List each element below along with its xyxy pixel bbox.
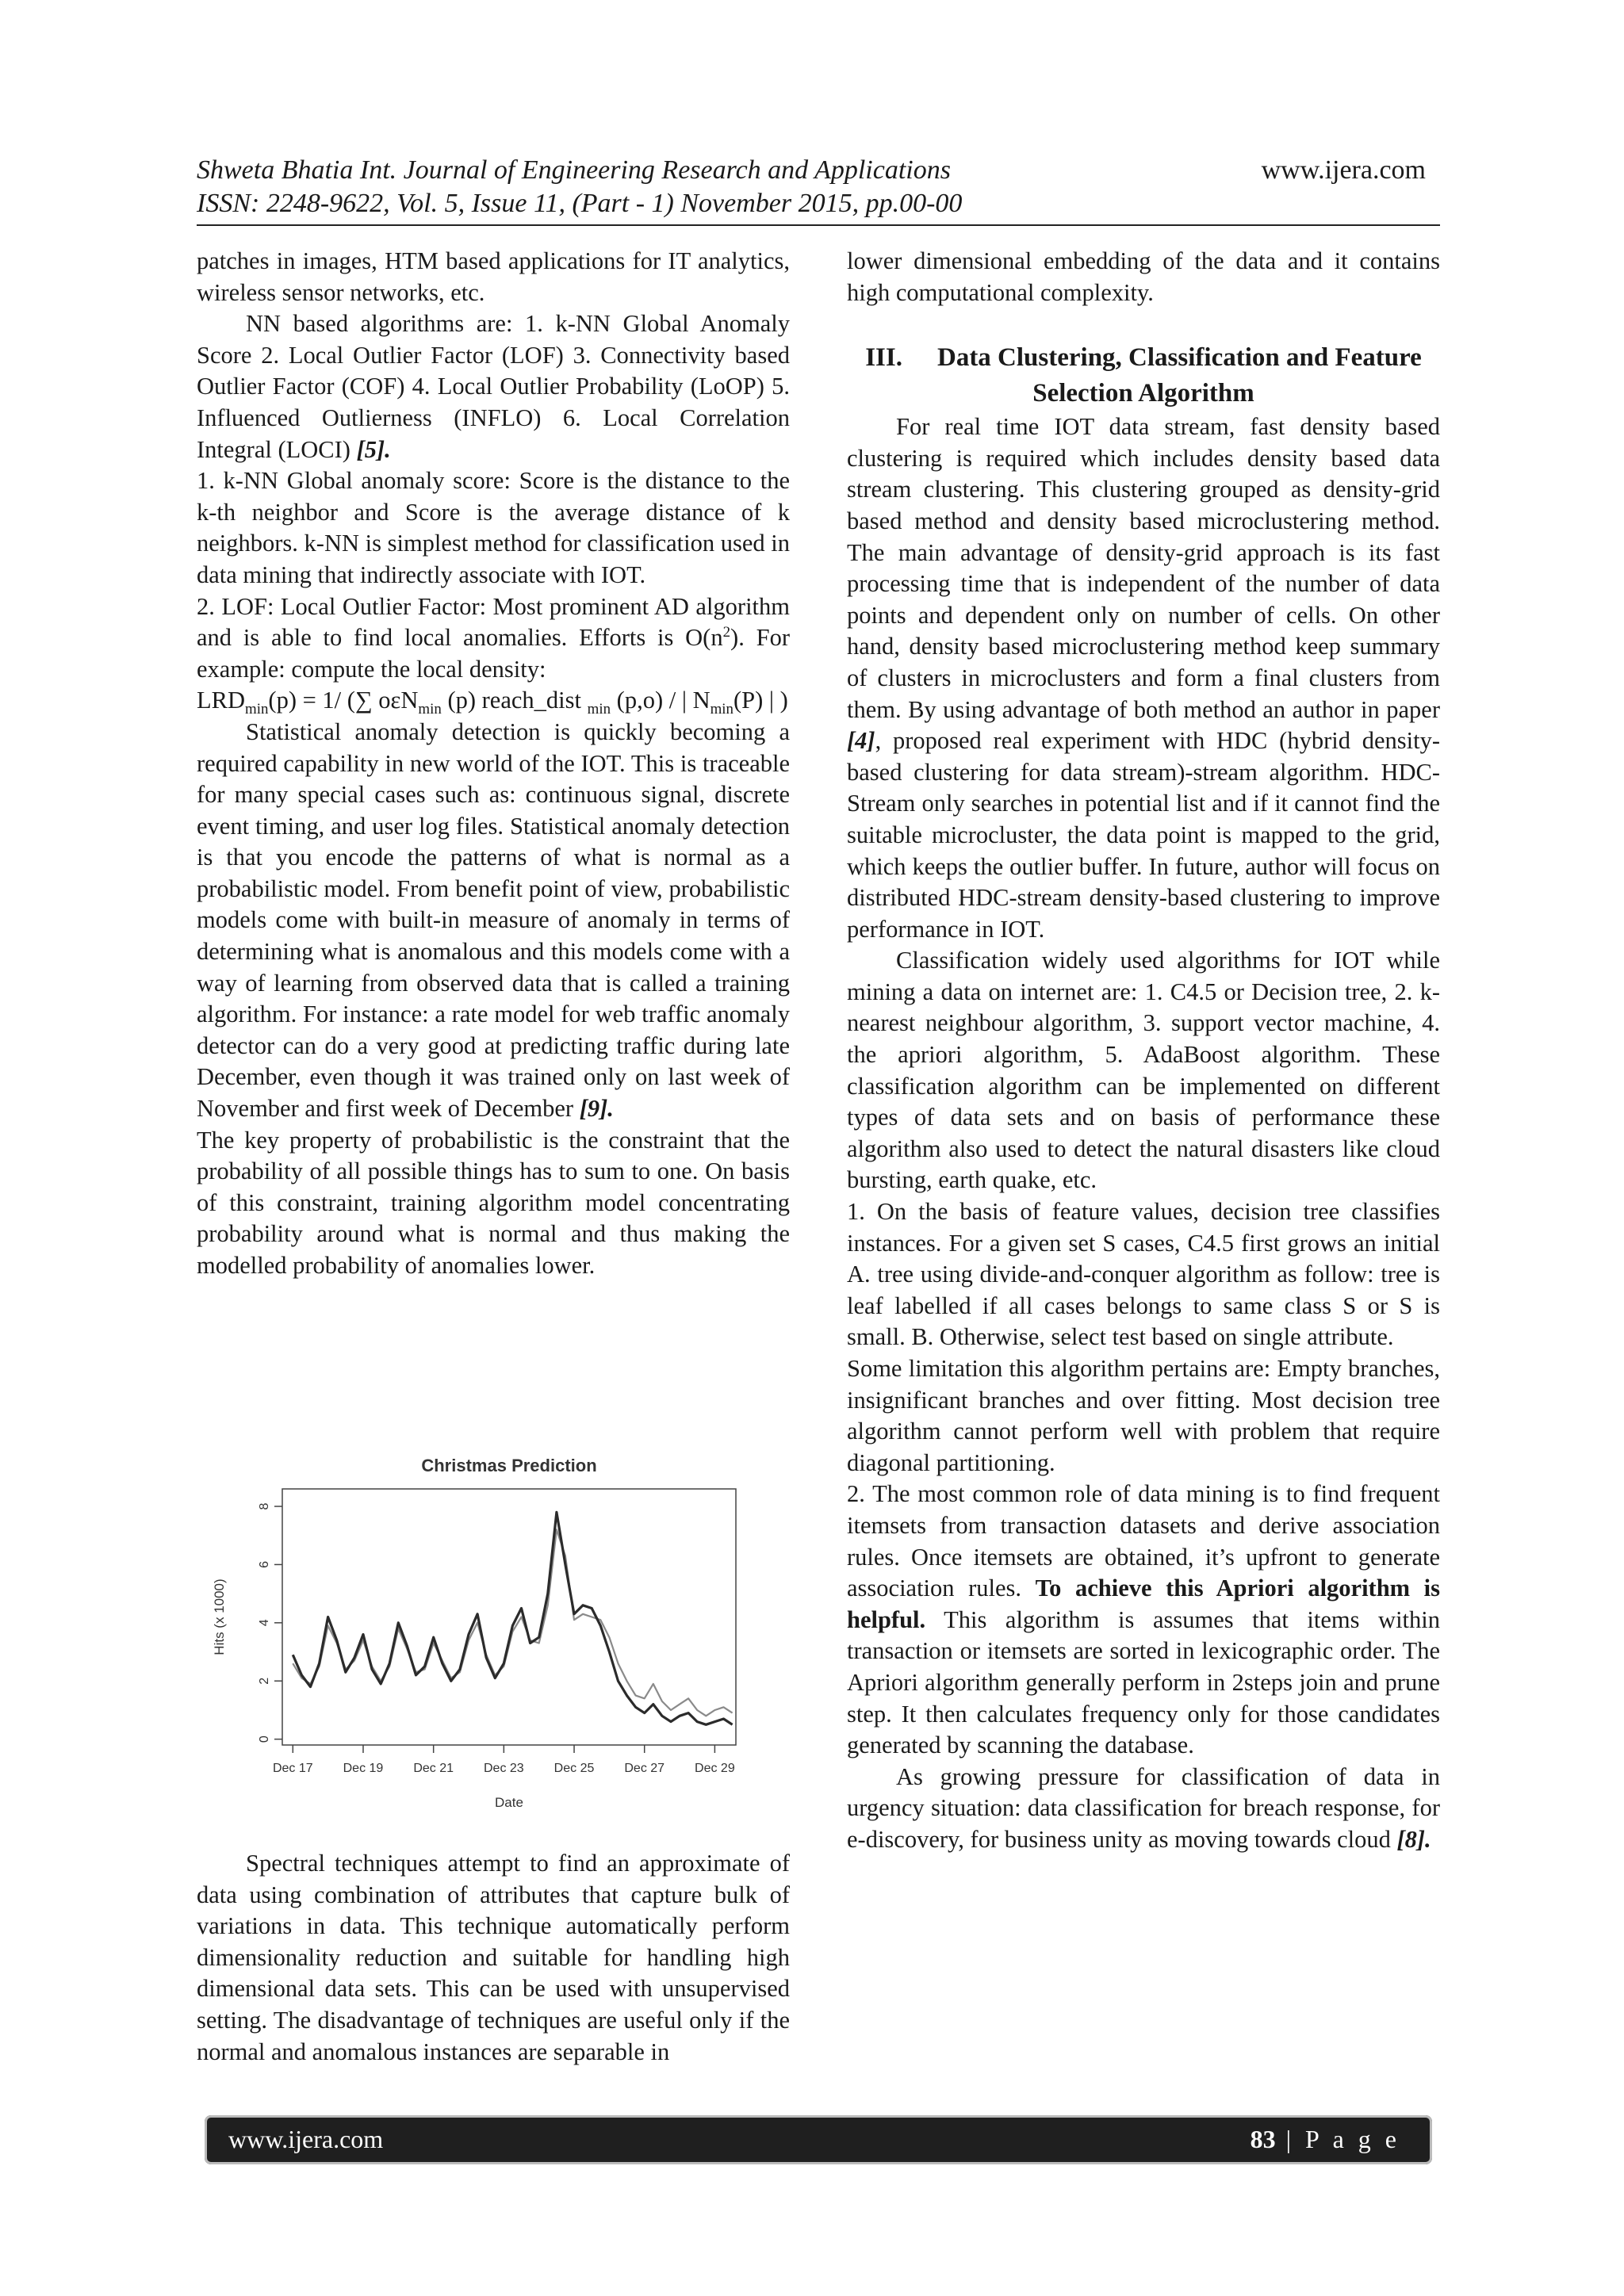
paragraph-text: For real time IOT data stream, fast density based clustering is required which includes density based data stream clustering. This clustering grouped as density-grid based method and density based microclustering method. The main advantage of density-grid approach is its fast processing time that is independent of the number of data points and dependent only on number of cells. On other hand, density based microclustering method keep summary of clusters in microclusters and form a final clusters from them. By using advantage of both method an author in paper (847, 413, 1440, 723)
y-tick-label: 6 (258, 1560, 271, 1568)
y-tick-label: 4 (258, 1619, 271, 1627)
running-header (197, 154, 962, 220)
x-tick-label: Dec 29 (695, 1762, 735, 1775)
paragraph (197, 591, 790, 686)
paragraph-text: As growing pressure for classification of data in urgency situation: data classification for breach response, for e-discovery, for business unity as moving towards cloud (847, 1762, 1440, 1853)
paragraph (197, 717, 790, 1125)
emphasis: To achieve this Apriori algorithm is helpful. (847, 1575, 1440, 1633)
x-tick-label: Dec 17 (272, 1762, 313, 1775)
x-tick-label: Dec 21 (413, 1762, 454, 1775)
formula-part: N (692, 687, 710, 714)
x-tick-label: Dec 25 (553, 1762, 595, 1775)
paragraph-text: , proposed real experiment with HDC (hybrid density-based clustering for data stream)-stream algorithm. HDC-Stream only searches in potential list and if it cannot find the suitable microcluster, the data point is mapped to the grid, which keeps the outlier buffer. In future, author will focus on distributed HDC-stream density-based clustering to improve performance in IOT. (847, 727, 1440, 943)
paragraph (847, 1762, 1440, 1856)
section-title: Data Clustering, Classification and Feature Selection Algorithm (936, 343, 1422, 408)
x-tick-label: Dec 23 (483, 1762, 524, 1775)
paragraph-text: NN based algorithms are: 1. k-NN Global Anomaly Score 2. Local Outlier Factor (LOF) 3. Connectivity based Outlier Factor (COF) 4. Local Outlier Probability (LoOP) 5. Influenced Outlierness (INFLO) 6. Local Correlation Integral (LOCI) (197, 310, 790, 463)
paragraph: Spectral techniques attempt to find an approximate of data using combination of attributes that capture bulk of variations in data. This technique automatically perform dimensionality reduction and suitable for handling high dimensional data sets. This can be used with unsupervised setting. The disadvantage of techniques are useful only if the normal and anomalous instances are separable in (197, 1850, 790, 2065)
y-tick-label: 0 (258, 1735, 271, 1743)
citation: [8]. (1396, 1825, 1431, 1853)
christmas-prediction-chart (197, 1448, 790, 1820)
y-axis-label: Hits (x 1000) (212, 1578, 227, 1655)
subscript: min (710, 701, 734, 718)
journal-line: Shweta Bhatia Int. Journal of Engineering Research and Applications (197, 155, 951, 185)
series-line-observed (293, 1512, 732, 1724)
footer-website-link[interactable]: www.ijera.com (228, 2125, 384, 2153)
paragraph-text: This algorithm is assumes that items within transaction or itemsets are sorted in lexicographic order. The Apriori algorithm generally perform in 2steps join and prune step. It then calculates frequency only for those candidates generated by scanning the database. (847, 1605, 1440, 1759)
subscript: min (587, 701, 611, 718)
citation: [9]. (579, 1095, 614, 1123)
formula-part: (p,o) / | (611, 687, 687, 714)
section-number: III. (865, 343, 902, 373)
paragraph-text: 2. The most common role of data mining is to find frequent itemsets from transaction datasets and derive association rules. Once itemsets are obtained, it’s upfront to generate association rules. (847, 1480, 1440, 1602)
paragraph (847, 411, 1440, 945)
paragraph: Some limitation this algorithm pertains are: Empty branches, insignificant branches and over fitting. Most decision tree algorithm cannot perform well with problem that require diagonal partitioning. (847, 1355, 1440, 1476)
formula-part: (P) | ) (733, 687, 788, 714)
subscript: min (418, 701, 442, 718)
header-website-link[interactable]: www.ijera.com (1261, 155, 1426, 185)
citation: [5]. (356, 435, 391, 463)
paragraph: 1. On the basis of feature values, decision tree classifies instances. For a given set S cases, C4.5 first grows an initial A. tree using divide-and-conquer algorithm as follow: tree is leaf labelled if all cases belongs to same class S or S is small. B. Otherwise, select test based on single attribute. (847, 1198, 1440, 1351)
x-axis-label: Date (495, 1795, 523, 1810)
citation: [4] (847, 727, 875, 755)
chart-figure (197, 1448, 790, 1820)
paragraph-text: ). For example: compute the local density: (197, 624, 790, 683)
paragraph: Classification widely used algorithms for IOT while mining a data on internet are: 1. C4.5 or Decision tree, 2. k-nearest neighbour algorithm, 3. support vector machine, 4. the apriori algorithm, 5. AdaBoost algorithm. These classification algorithm can be implemented on different types of data sets and on basis of performance these algorithm also used to detect the natural disasters like cloud bursting, earth quake, etc. (847, 947, 1440, 1194)
paragraph-text: Statistical anomaly detection is quickly becoming a required capability in new world of the IOT. This is traceable for many special cases such as: continuous signal, discrete event timing, and user log files. Statistical anomaly detection is that you encode the patterns of what is normal as a probabilistic model. From benefit point of view, probabilistic models come with built-in measure of anomaly in terms of determining what is anomalous and this models come with a way of learning from observed data that is called a training algorithm. For instance: a rate model for web traffic anomaly detector can do a very good at predicting traffic during late December, even though it was trained only on last week of November and first week of December (197, 718, 790, 1123)
chart-title: Christmas Prediction (421, 1456, 597, 1475)
paragraph: patches in images, HTM based applications for IT analytics, wireless sensor networks, etc. (197, 247, 790, 306)
right-column (847, 246, 1440, 1856)
page-number (1251, 2125, 1400, 2154)
paragraph: lower dimensional embedding of the data and it contains high computational complexity. (847, 247, 1440, 306)
left-column-continued (197, 1848, 790, 2068)
formula-part: (p) = 1/ (∑ oεN (268, 687, 419, 714)
formula (197, 685, 790, 717)
section-heading (847, 340, 1440, 411)
paragraph: 1. k-NN Global anomaly score: Score is the distance to the k-th neighbor and Score is the average distance of k neighbors. k-NN is simplest method for classification used in data mining that indirectly associate with IOT. (197, 467, 790, 588)
paragraph (847, 1479, 1440, 1761)
issn-line: ISSN: 2248-9622, Vol. 5, Issue 11, (Part - 1) November 2015, pp.00-00 (197, 189, 963, 218)
formula-part: LRD (197, 687, 245, 714)
header-rule (197, 224, 1440, 226)
page-number-value: 83 (1250, 2125, 1276, 2153)
left-column (197, 246, 790, 1282)
formula-part: (p) reach_dist (441, 687, 588, 714)
y-tick-label: 2 (258, 1677, 271, 1685)
x-tick-label: Dec 27 (624, 1762, 665, 1775)
page-label: | P a g e (1275, 2125, 1400, 2153)
paragraph (197, 308, 790, 465)
subscript: min (245, 701, 269, 718)
paragraph-text: 2. LOF: Local Outlier Factor: Most prominent AD algorithm and is able to find local anomalies. Efforts is O(n (197, 592, 790, 652)
paragraph: The key property of probabilistic is the constraint that the probability of all possible things has to sum to one. On basis of this constraint, training algorithm model concentrating probability around what is normal and thus making the modelled probability of anomalies lower. (197, 1126, 790, 1279)
page-footer (205, 2115, 1432, 2164)
superscript: 2 (722, 623, 731, 641)
y-tick-label: 8 (258, 1502, 271, 1510)
x-tick-label: Dec 19 (343, 1762, 384, 1775)
